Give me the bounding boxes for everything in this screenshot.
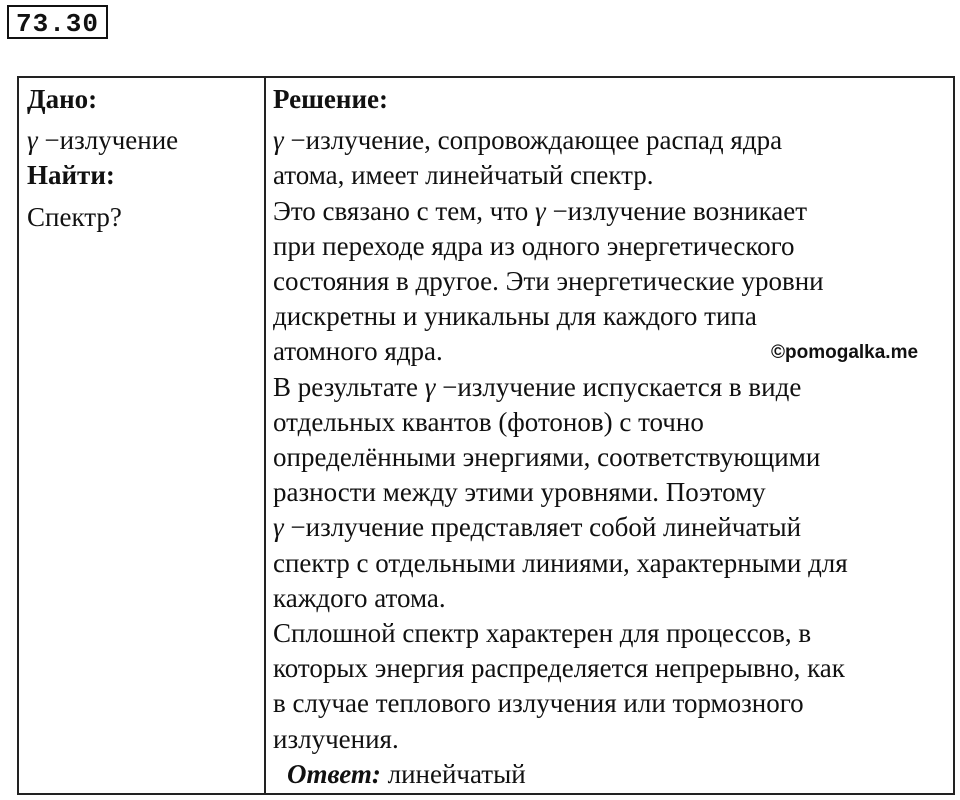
solution-line bbox=[273, 722, 949, 757]
solution-line-text: −излучение возникает bbox=[545, 195, 808, 226]
solution-line bbox=[273, 546, 949, 581]
solution-line bbox=[273, 264, 949, 299]
find-value: Спектр? bbox=[27, 201, 122, 232]
solution-line-text: состояния в другое. Эти энергетические уровни bbox=[273, 266, 824, 297]
gamma-symbol: γ bbox=[27, 125, 38, 156]
solution-line bbox=[273, 440, 949, 475]
given-value bbox=[27, 123, 259, 158]
solution-line-text: спектр с отдельными линиями, характерными для bbox=[273, 547, 848, 578]
solution-line-text: атома, имеет линейчатый спектр. bbox=[273, 160, 654, 191]
solution-line bbox=[273, 686, 949, 721]
solution-line bbox=[273, 194, 949, 229]
solution-line bbox=[273, 405, 949, 440]
answer-value: линейчатый bbox=[380, 758, 526, 789]
solution-line bbox=[273, 158, 949, 193]
given-heading: Дано: bbox=[27, 84, 98, 114]
solution-line-text: в случае теплового излучения или тормозного bbox=[273, 688, 804, 719]
solution-line-text: Это связано с тем, что bbox=[273, 195, 536, 226]
solution-line-text: излучения. bbox=[273, 723, 399, 754]
solution-line bbox=[273, 475, 949, 510]
given-column bbox=[27, 82, 259, 235]
gamma-symbol: γ bbox=[273, 125, 284, 156]
solution-line-text: дискретны и уникальны для каждого типа bbox=[273, 301, 757, 332]
solution-line-text: В результате bbox=[273, 371, 425, 402]
solution-line-text: каждого атома. bbox=[273, 582, 446, 613]
find-heading: Найти: bbox=[27, 160, 115, 191]
solution-heading: Решение: bbox=[273, 84, 388, 114]
solution-line bbox=[273, 229, 949, 264]
solution-line-text: разности между этими уровнями. Поэтому bbox=[273, 477, 766, 508]
answer bbox=[273, 757, 949, 792]
given-value-text: −излучение bbox=[37, 125, 179, 156]
solution-line-text: −излучение представляет собой линейчатый bbox=[283, 512, 802, 543]
gamma-symbol: γ bbox=[273, 512, 284, 543]
solution-line-text: атомного ядра. bbox=[273, 336, 443, 367]
solution-line bbox=[273, 510, 949, 545]
answer-label: Ответ: bbox=[287, 758, 381, 789]
solution-line-text: отдельных квантов (фотонов) с точно bbox=[273, 406, 704, 437]
solution-line bbox=[273, 651, 949, 686]
task-number: 73.30 bbox=[7, 5, 108, 39]
solution-line bbox=[273, 616, 949, 651]
solution-line-text: −излучение, сопровождающее распад ядра bbox=[283, 125, 783, 156]
solution-line bbox=[273, 123, 949, 158]
solution-line bbox=[273, 370, 949, 405]
watermark: ©pomogalka.me bbox=[771, 342, 919, 363]
gamma-symbol: γ bbox=[535, 195, 546, 226]
solution-text bbox=[273, 123, 949, 757]
solution-line-text: которых энергия распределяется непрерывно, как bbox=[273, 653, 845, 684]
solution-line-text: −излучение испускается в виде bbox=[435, 371, 802, 402]
solution-table bbox=[17, 76, 955, 795]
solution-line-text: при переходе ядра из одного энергетического bbox=[273, 230, 795, 261]
solution-line-text: Сплошной спектр характерен для процессов, в bbox=[273, 618, 812, 649]
solution-line-text: определёнными энергиями, соответствующими bbox=[273, 442, 821, 473]
solution-line bbox=[273, 581, 949, 616]
solution-line bbox=[273, 299, 949, 334]
solution-column bbox=[273, 82, 949, 792]
gamma-symbol: γ bbox=[424, 371, 436, 402]
column-divider bbox=[264, 78, 266, 793]
